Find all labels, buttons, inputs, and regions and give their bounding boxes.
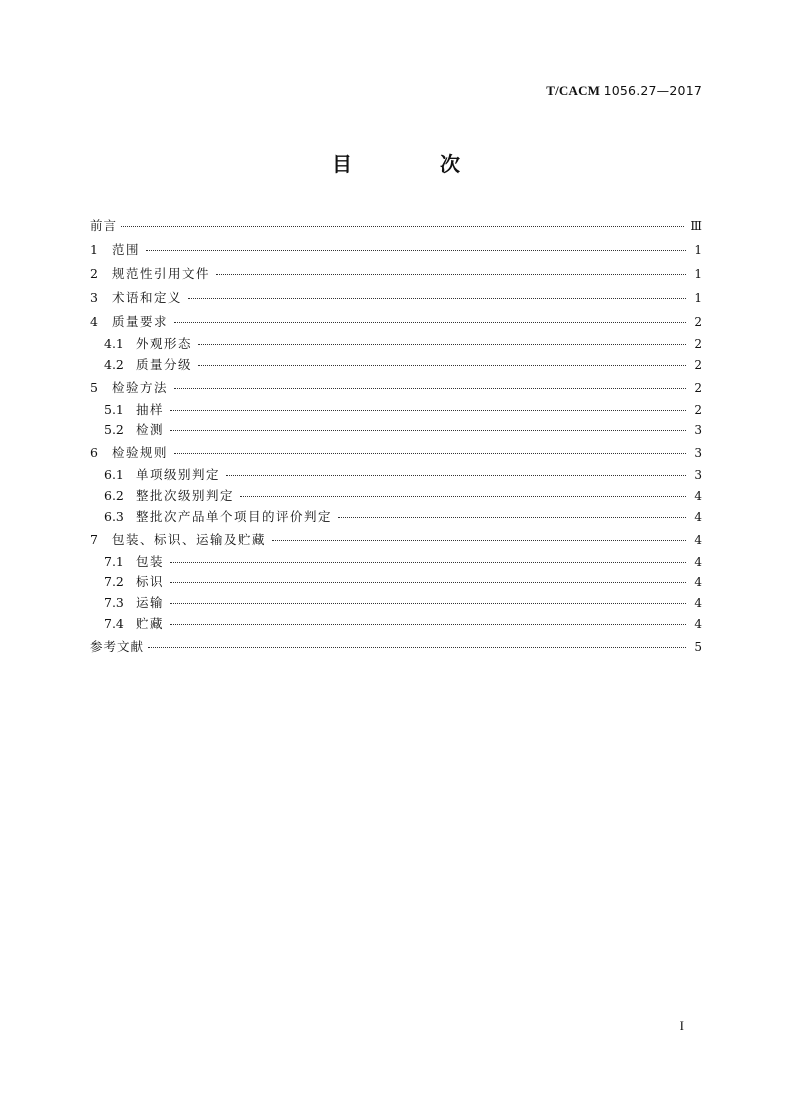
footer-page-number: I [679,1018,684,1033]
toc-entry-label: 检验规则 [112,445,169,461]
toc-entry-page: 2 [694,357,702,372]
toc-entry-number: 4.1 [104,336,124,351]
toc-entry[interactable] [90,355,702,376]
toc-entry-number: 5.1 [104,401,124,417]
toc-entry-page: 2 [694,402,702,417]
toc-dot-leader [174,322,686,323]
toc-entry-number: 6.2 [104,487,124,503]
toc-entry-label: 标识 [136,574,165,590]
toc-entry[interactable] [90,614,702,635]
toc-entry[interactable] [90,376,702,400]
toc-entry[interactable] [90,572,702,593]
document-code-number: 1056.27—2017 [603,83,702,98]
page-title: 目 次 [332,152,494,176]
toc-entry[interactable] [90,310,702,334]
toc-entry-number: 7.4 [104,615,124,631]
toc-entry-page: 4 [694,554,702,569]
toc-entry-number: 5.2 [104,422,124,438]
document-code-prefix: T/CACM [546,83,601,98]
toc-entry-number: 6.1 [104,467,124,483]
toc-dot-leader [170,582,686,583]
toc-entry[interactable] [90,238,702,262]
toc-dot-leader [146,250,686,251]
toc-dot-leader [170,410,686,411]
toc-entry[interactable] [90,214,702,238]
toc-entry-page: 1 [694,291,702,305]
toc-entry-label: 范围 [112,242,141,257]
toc-entry-page: 2 [694,337,702,351]
toc-entry-number: 6 [90,445,98,461]
toc-entry-label: 整批次产品单个项目的评价判定 [136,508,333,524]
toc-entry-label: 规范性引用文件 [112,266,211,281]
toc-entry[interactable] [90,334,702,355]
toc-entry[interactable] [90,441,702,465]
toc-entry-number: 7 [90,531,98,547]
toc-entry-page: 4 [694,532,702,547]
toc-dot-leader [240,496,686,497]
toc-entry-page: 4 [694,488,702,503]
toc-dot-leader [148,647,686,648]
toc-dot-leader [226,475,686,476]
toc-entry[interactable] [90,420,702,441]
toc-entry-page: 4 [694,616,702,631]
toc-entry[interactable] [90,635,702,659]
toc-entry-label: 外观形态 [136,336,193,351]
toc-entry-label: 包装 [136,553,165,569]
toc-entry-label: 运输 [136,595,165,611]
toc-dot-leader [188,298,686,299]
toc-entry-page: 3 [694,446,702,461]
table-of-contents [90,214,702,659]
toc-dot-leader [170,562,686,563]
toc-dot-leader [272,540,686,541]
toc-entry[interactable] [90,507,702,528]
toc-dot-leader [174,388,686,389]
toc-entry-page: 4 [694,575,702,590]
toc-entry-page: 2 [694,380,702,395]
toc-entry-number: 4.2 [104,356,124,372]
toc-entry[interactable] [90,528,702,552]
toc-entry-page: 2 [694,315,702,329]
toc-entry-number: 5 [90,379,98,395]
toc-dot-leader [338,517,686,518]
toc-entry-page: 1 [694,243,702,257]
toc-dot-leader [174,453,686,454]
toc-entry-label: 前言 [90,218,118,233]
toc-entry-number: 7.2 [104,574,124,590]
toc-entry-label: 单项级别判定 [136,467,221,483]
toc-entry-number: 4 [90,314,98,329]
toc-entry-page: 3 [694,423,702,438]
toc-entry-number: 6.3 [104,508,124,524]
toc-dot-leader [170,624,686,625]
toc-entry-label: 参考文献 [90,638,145,654]
toc-entry-label: 整批次级别判定 [136,487,235,503]
toc-dot-leader [198,344,686,345]
toc-entry[interactable] [90,262,702,286]
toc-entry-label: 贮藏 [136,615,165,631]
toc-entry-label: 抽样 [136,401,165,417]
toc-entry-label: 质量分级 [136,356,193,372]
toc-entry-page: 4 [694,596,702,611]
toc-dot-leader [198,365,686,366]
toc-entry[interactable] [90,552,702,573]
toc-entry-number: 7.3 [104,595,124,611]
toc-entry-page: Ⅲ [690,219,702,233]
toc-entry-label: 包装、标识、运输及贮藏 [112,531,267,547]
toc-entry-number: 1 [90,242,98,257]
toc-entry-label: 术语和定义 [112,290,183,305]
toc-entry-label: 检验方法 [112,379,169,395]
document-code [546,83,702,99]
toc-dot-leader [216,274,686,275]
toc-entry[interactable] [90,486,702,507]
toc-entry-page: 5 [694,639,702,654]
toc-entry-label: 质量要求 [112,314,169,329]
toc-entry-page: 3 [694,468,702,483]
toc-entry[interactable] [90,593,702,614]
toc-entry-number: 3 [90,290,98,305]
toc-dot-leader [170,430,686,431]
toc-entry-page: 4 [694,509,702,524]
toc-entry-label: 检测 [136,422,165,438]
toc-entry[interactable] [90,286,702,310]
toc-entry-page: 1 [694,267,702,281]
toc-entry[interactable] [90,400,702,421]
toc-entry[interactable] [90,465,702,486]
toc-entry-number: 2 [90,266,98,281]
toc-dot-leader [121,226,684,227]
toc-dot-leader [170,603,686,604]
toc-entry-number: 7.1 [104,553,124,569]
